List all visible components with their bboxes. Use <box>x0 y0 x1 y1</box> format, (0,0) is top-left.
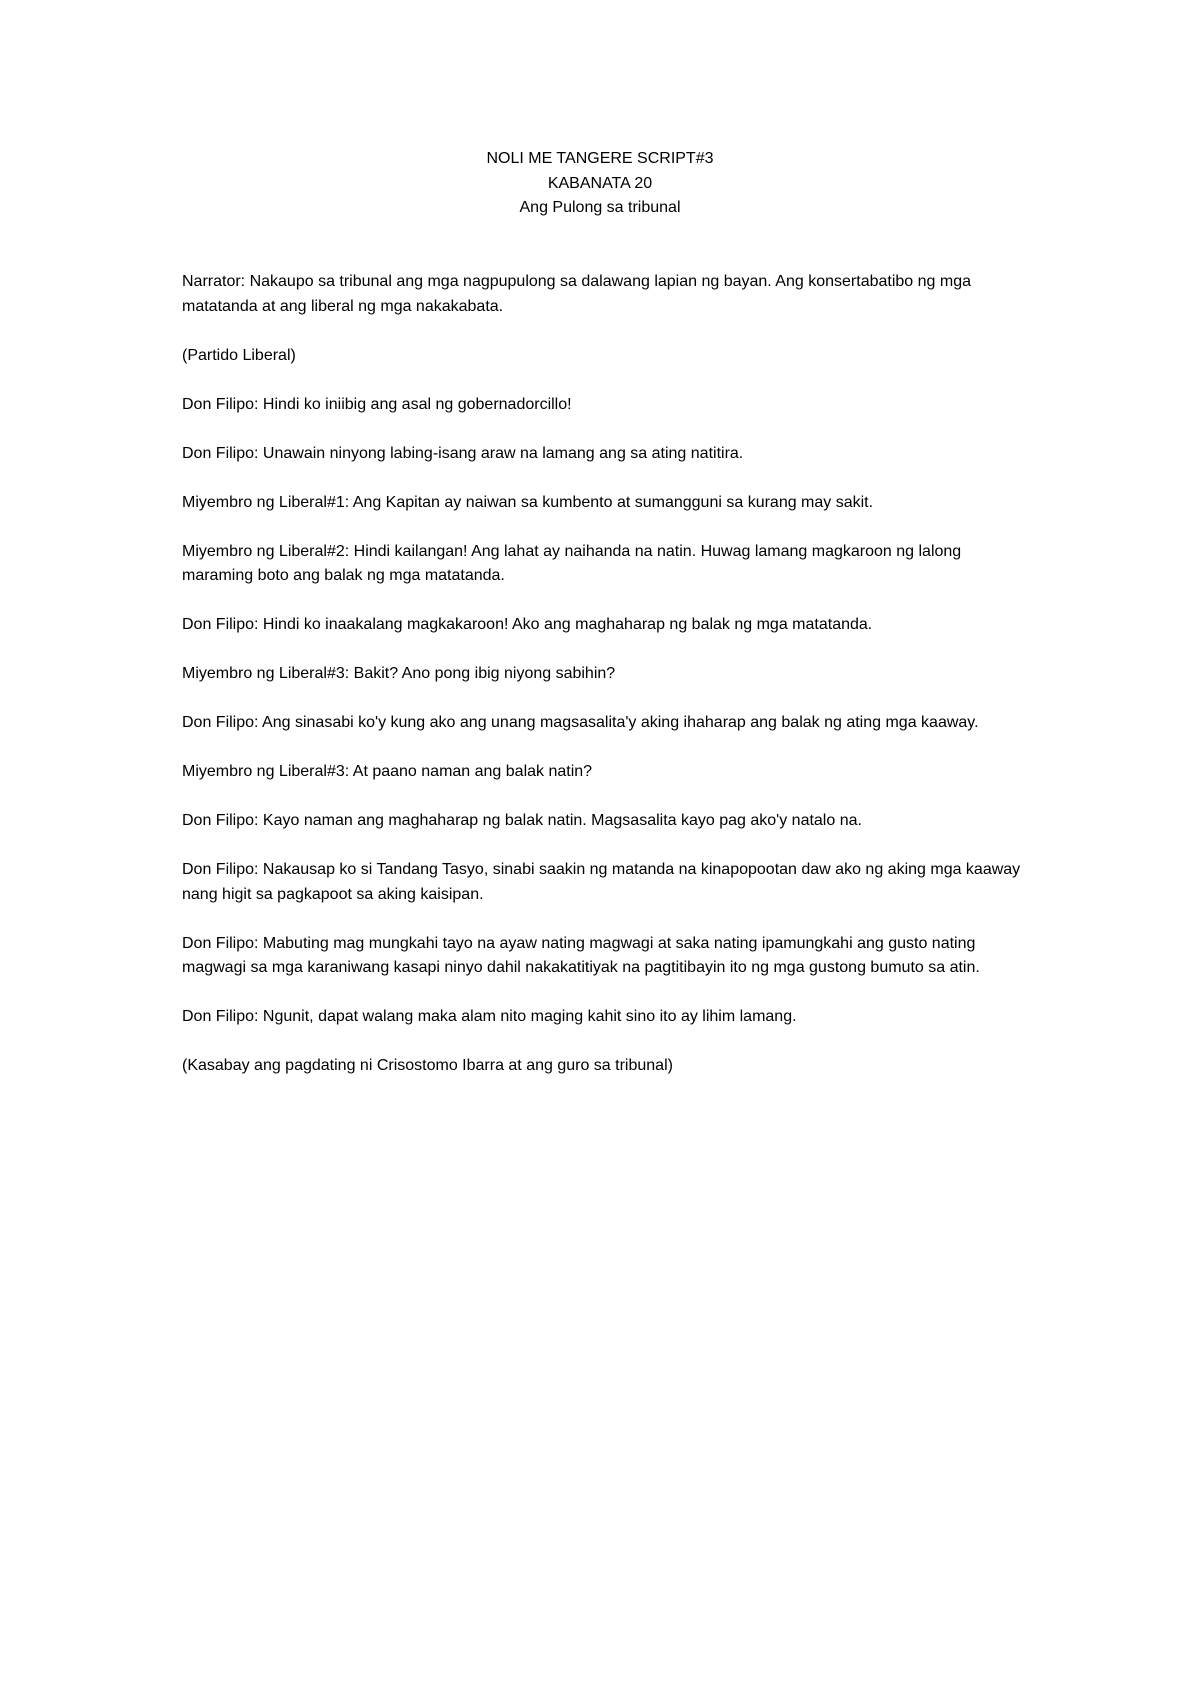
speaker-label: Don Filipo: <box>182 444 259 462</box>
script-paragraph <box>182 393 1032 418</box>
speaker-label: Miyembro ng Liberal#3: <box>182 665 350 682</box>
script-paragraph <box>182 613 1032 638</box>
dialogue-text: At paano naman ang balak natin? <box>349 763 593 780</box>
dialogue-text: Hindi ko inaakalang magkakaroon! Ako ang maghaharap ng balak ng mga matatanda. <box>258 616 873 633</box>
dialogue-text: Hindi kailangan! Ang lahat ay naihanda na natin. Huwag lamang magkaroon ng lalong maraming boto ang balak ng mga matatanda. <box>182 542 962 584</box>
speaker-label: Don Filipo: <box>182 395 259 413</box>
dialogue-text: Bakit? Ano pong ibig niyong sabihin? <box>349 665 616 682</box>
script-paragraph <box>182 540 1032 589</box>
stage-direction <box>182 344 1032 369</box>
script-paragraph <box>182 711 1032 736</box>
script-paragraph <box>182 858 1032 907</box>
speaker-label: Narrator: <box>182 273 246 290</box>
dialogue-text: Hindi ko iniibig ang asal ng gobernadorcillo! <box>258 395 572 413</box>
dialogue-text: Unawain ninyong labing-isang araw na lamang ang sa ating natitira. <box>258 444 744 462</box>
script-paragraph <box>182 442 1032 467</box>
dialogue-text: Ngunit, dapat walang maka alam nito maging kahit sino ito ay lihim lamang. <box>258 1008 797 1025</box>
dialogue-text: Ang sinasabi ko'y kung ako ang unang magsasalita'y aking ihaharap ang balak ng ating mga kaaway. <box>258 714 979 731</box>
chapter-number: KABANATA 20 <box>547 174 653 192</box>
speaker-label: Don Filipo: <box>182 714 259 731</box>
speaker-label: Miyembro ng Liberal#1: <box>182 493 350 511</box>
document-heading <box>0 147 1200 221</box>
script-paragraph <box>182 662 1032 687</box>
speaker-label: Miyembro ng Liberal#2: <box>182 542 350 560</box>
script-paragraph <box>182 491 1032 516</box>
speaker-label: Don Filipo: <box>182 616 259 633</box>
script-paragraph <box>182 1005 1032 1030</box>
stage-direction <box>182 1054 1032 1079</box>
speaker-label: Miyembro ng Liberal#3: <box>182 763 350 780</box>
dialogue-text: Ang Kapitan ay naiwan sa kumbento at sumangguni sa kurang may sakit. <box>349 493 874 511</box>
dialogue-text: Nakausap ko si Tandang Tasyo, sinabi saakin ng matanda na kinapopootan daw ako ng aking mga kaaway nang higit sa pagkapoot sa aking kaisipan. <box>182 861 1021 903</box>
stage-direction-text: (Partido Liberal) <box>182 346 296 364</box>
speaker-label: Don Filipo: <box>182 861 259 878</box>
script-paragraph <box>182 270 1032 319</box>
speaker-label: Don Filipo: <box>182 1008 259 1025</box>
document-title: NOLI ME TANGERE SCRIPT#3 <box>486 150 714 167</box>
script-paragraph <box>182 760 1032 785</box>
script-paragraph <box>182 809 1032 834</box>
script-body <box>182 270 1032 1103</box>
speaker-label: Don Filipo: <box>182 934 259 952</box>
chapter-title: Ang Pulong sa tribunal <box>519 199 681 216</box>
dialogue-text: Kayo naman ang maghaharap ng balak natin. Magsasalita kayo pag ako'y natalo na. <box>258 812 862 829</box>
dialogue-text: Nakaupo sa tribunal ang mga nagpupulong sa dalawang lapian ng bayan. Ang konsertabatibo ng mga matatanda at ang liberal ng mga nakakabata. <box>182 273 971 315</box>
dialogue-text: Mabuting mag mungkahi tayo na ayaw nating magwagi at saka nating ipamungkahi ang gusto nating magwagi sa mga karaniwang kasapi ninyo dahil nakakatitiyak na pagtitibayin ito ng mga gustong bumuto sa atin. <box>182 934 980 976</box>
stage-direction-text: (Kasabay ang pagdating ni Crisostomo Ibarra at ang guro sa tribunal) <box>182 1057 673 1074</box>
script-paragraph <box>182 932 1032 981</box>
speaker-label: Don Filipo: <box>182 812 259 829</box>
